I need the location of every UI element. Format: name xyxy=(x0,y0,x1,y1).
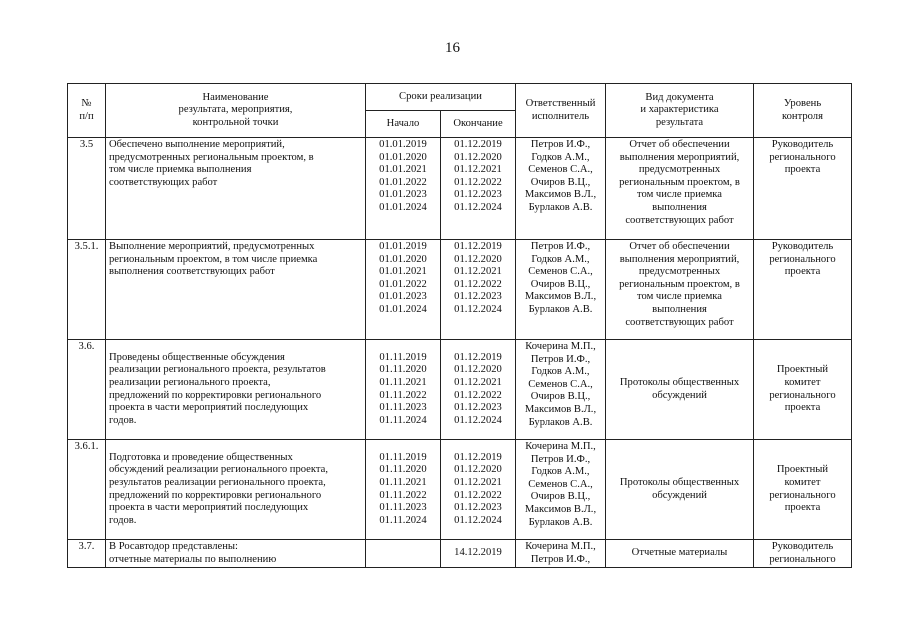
row-end-dates: 01.12.2019 01.12.2020 01.12.2021 01.12.2022 01.12.2023 01.12.2024 xyxy=(441,240,516,340)
row-start-dates: 01.01.2019 01.01.2020 01.01.2021 01.01.2022 01.01.2023 01.01.2024 xyxy=(366,240,441,340)
row-end-dates: 01.12.2019 01.12.2020 01.12.2021 01.12.2022 01.12.2023 01.12.2024 xyxy=(441,138,516,240)
row-responsible: Петров И.Ф., Годков А.М., Семенов С.А., Очиров В.Ц., Максимов В.Л., Бурлаков А.В. xyxy=(516,240,606,340)
header-start: Начало xyxy=(366,111,441,138)
header-level: Уровень контроля xyxy=(754,84,852,138)
row-level: Проектный комитет регионального проекта xyxy=(754,340,852,440)
row-end-dates: 01.12.2019 01.12.2020 01.12.2021 01.12.2022 01.12.2023 01.12.2024 xyxy=(441,340,516,440)
row-level: Руководитель регионального проекта xyxy=(754,240,852,340)
row-level: Руководитель регионального xyxy=(754,540,852,568)
table-row xyxy=(68,440,852,540)
row-num: 3.5 xyxy=(68,138,106,240)
row-end-dates: 14.12.2019 xyxy=(441,540,516,568)
page-number: 16 xyxy=(445,40,460,56)
row-num: 3.5.1. xyxy=(68,240,106,340)
row-doc: Отчет об обеспечении выполнения мероприятий, предусмотренных региональным проектом, в том числе приемка выполнения соответствующих работ xyxy=(606,240,754,340)
row-end-dates: 01.12.2019 01.12.2020 01.12.2021 01.12.2022 01.12.2023 01.12.2024 xyxy=(441,440,516,540)
header-name: Наименование результата, мероприятия, контрольной точки xyxy=(106,84,366,138)
row-num: 3.6. xyxy=(68,340,106,440)
header-responsible: Ответственный исполнитель xyxy=(516,84,606,138)
header-num: № п/п xyxy=(68,84,106,138)
row-start-dates xyxy=(366,540,441,568)
table-row xyxy=(68,340,852,440)
row-doc: Отчет об обеспечении выполнения мероприятий, предусмотренных региональным проектом, в том числе приемка выполнения соответствующих работ xyxy=(606,138,754,240)
row-doc: Протоколы общественных обсуждений xyxy=(606,340,754,440)
header-period: Сроки реализации xyxy=(366,84,516,111)
row-name: Подготовка и проведение общественных обсуждений реализации регионального проекта, результатов реализации регионального проекта, предложений по корректировки регионального проекта в части мероприятий последующих годов. xyxy=(106,440,366,540)
row-start-dates: 01.11.2019 01.11.2020 01.11.2021 01.11.2022 01.11.2023 01.11.2024 xyxy=(366,440,441,540)
header-end: Окончание xyxy=(441,111,516,138)
row-level: Руководитель регионального проекта xyxy=(754,138,852,240)
row-responsible: Кочерина М.П., Петров И.Ф., xyxy=(516,540,606,568)
row-num: 3.6.1. xyxy=(68,440,106,540)
row-doc: Отчетные материалы xyxy=(606,540,754,568)
row-responsible: Кочерина М.П., Петров И.Ф., Годков А.М., Семенов С.А., Очиров В.Ц., Максимов В.Л., Бурлаков А.В. xyxy=(516,440,606,540)
row-num: 3.7. xyxy=(68,540,106,568)
row-name: В Росавтодор представлены: отчетные материалы по выполнению xyxy=(106,540,366,568)
row-name: Обеспечено выполнение мероприятий, предусмотренных региональным проектом, в том числе приемка выполнения соответствующих работ xyxy=(106,138,366,240)
table-row xyxy=(68,240,852,340)
row-doc: Протоколы общественных обсуждений xyxy=(606,440,754,540)
row-responsible: Кочерина М.П., Петров И.Ф., Годков А.М., Семенов С.А., Очиров В.Ц., Максимов В.Л., Бурлаков А.В. xyxy=(516,340,606,440)
row-name: Проведены общественные обсуждения реализации регионального проекта, результатов реализации регионального проекта, предложений по корректировки регионального проекта в части мероприятий последующих годов. xyxy=(106,340,366,440)
row-level: Проектный комитет регионального проекта xyxy=(754,440,852,540)
row-start-dates: 01.11.2019 01.11.2020 01.11.2021 01.11.2022 01.11.2023 01.11.2024 xyxy=(366,340,441,440)
table-row xyxy=(68,540,852,568)
row-start-dates: 01.01.2019 01.01.2020 01.01.2021 01.01.2022 01.01.2023 01.01.2024 xyxy=(366,138,441,240)
plan-table xyxy=(67,83,852,568)
table-row xyxy=(68,138,852,240)
row-name: Выполнение мероприятий, предусмотренных региональным проектом, в том числе приемка выполнения соответствующих работ xyxy=(106,240,366,340)
row-responsible: Петров И.Ф., Годков А.М., Семенов С.А., Очиров В.Ц., Максимов В.Л., Бурлаков А.В. xyxy=(516,138,606,240)
header-doc: Вид документа и характеристика результата xyxy=(606,84,754,138)
